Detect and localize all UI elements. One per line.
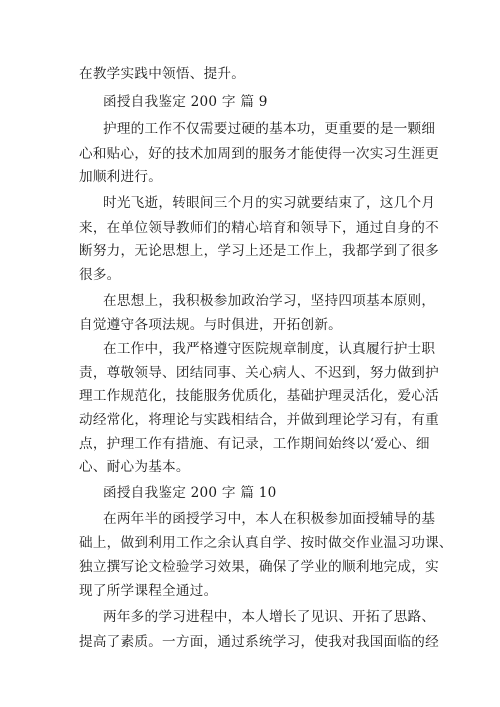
section-heading: 函授自我鉴定 200 字 篇 9	[103, 94, 268, 110]
text-line: 点，护理工作有措施、有记录，工作期间始终以‘爱心、细	[79, 436, 430, 452]
text-line: 护理的工作不仅需要过硬的基本功，更重要的是一颗细	[103, 121, 436, 137]
section-heading: 函授自我鉴定 200 字 篇 10	[103, 485, 277, 501]
text-line: 两年多的学习进程中，本人增长了见识、开拓了思路、	[103, 609, 436, 625]
text-line: 心和贴心，好的技术加周到的服务才能使得一次实习生涯更	[79, 146, 439, 162]
text-line: 加顺利进行。	[79, 169, 163, 185]
text-line: 现了所学课程全通过。	[79, 583, 218, 599]
text-line: 理工作规范化，技能服务优质化，基础护理灵活化，爱心活	[79, 388, 439, 404]
text-line: 提高了素质。一方面，通过系统学习，使我对我国面临的经	[79, 634, 439, 650]
text-line: 自觉遵守各项法规。与时俱进，开拓创新。	[79, 317, 343, 333]
text-line: 在两年半的函授学习中，本人在积极参加面授辅导的基	[103, 511, 436, 527]
text-line: 独立撰写论文检验学习效果，确保了学业的顺利地完成，实	[79, 559, 439, 575]
text-line: 责，尊敬领导、团结同事、关心病人、不迟到，努力做到护	[79, 365, 439, 381]
text-line: 础上，做到利用工作之余认真自学、按时做交作业温习功课、	[79, 535, 453, 551]
text-line: 心、耐心为基本。	[79, 459, 190, 475]
text-line: 在教学实践中领悟、提升。	[79, 66, 246, 82]
text-line: 很多。	[79, 267, 121, 283]
text-line: 在思想上，我积极参加政治学习，坚持四项基本原则，	[103, 293, 436, 309]
text-line: 来，在单位领导教师们的精心培育和领导下，通过自身的不	[79, 220, 439, 236]
text-line: 时光飞逝，转眼间三个月的实习就要结束了，这几个月	[103, 195, 436, 211]
text-line: 在工作中，我严格遵守医院规章制度，认真履行护士职	[103, 341, 436, 357]
text-line: 动经常化，将理论与实践相结合，并做到理论学习有，有重	[79, 412, 439, 428]
text-line: 断努力，无论思想上，学习上还是工作上，我都学到了很多	[79, 243, 439, 259]
